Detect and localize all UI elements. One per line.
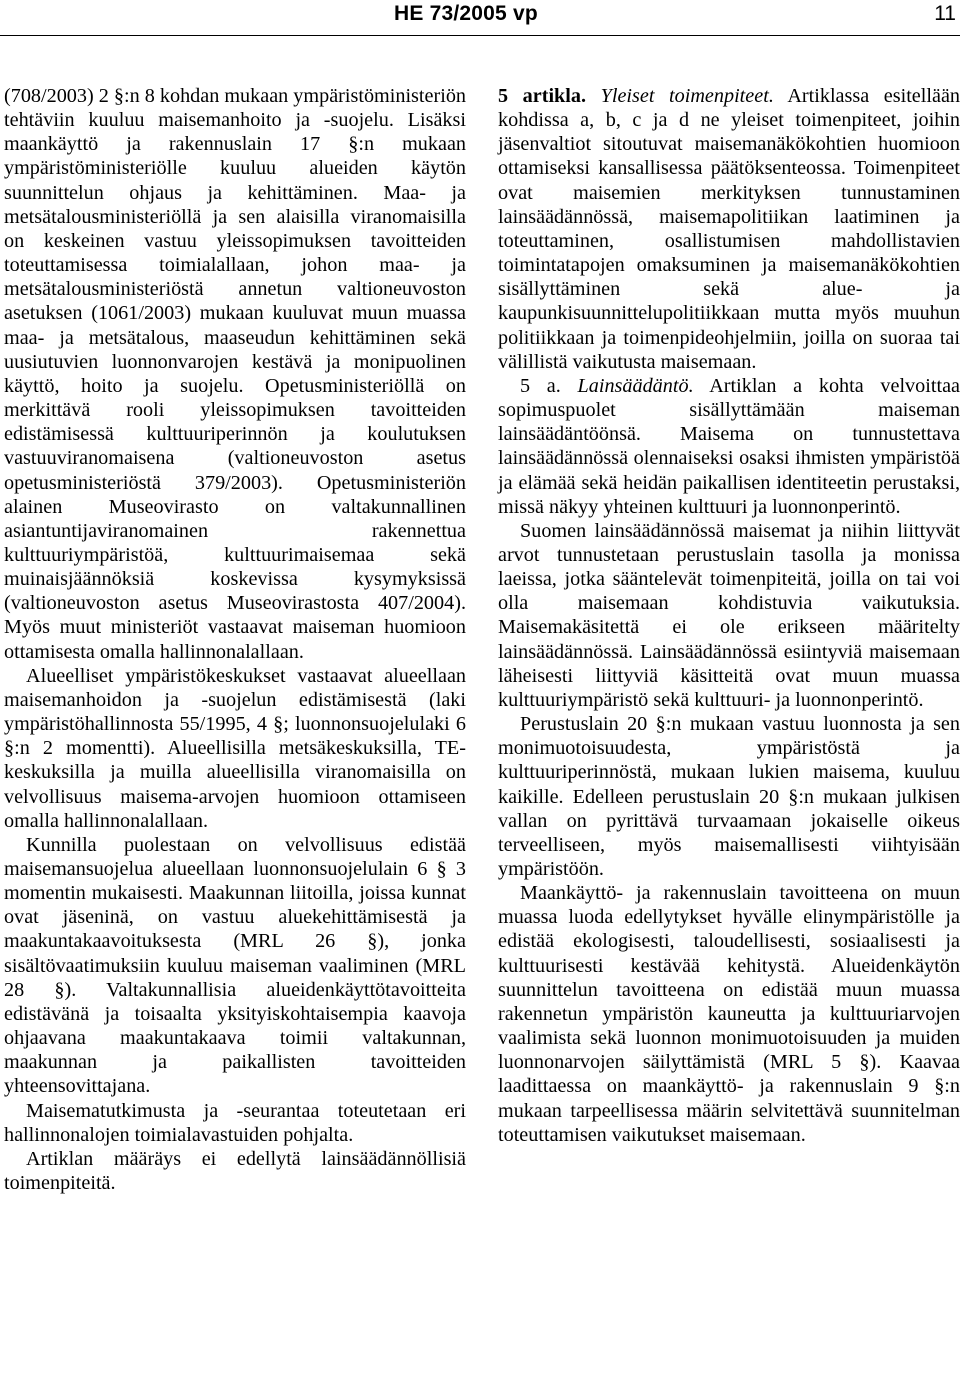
article-label: 5 artikla. — [498, 85, 587, 107]
paragraph: Maankäyttö- ja rakennuslain tavoitteena on muun muassa luoda edellytykset hyvälle elinympäristölle ja edistää ekologisesti, taloudellisesti, sosiaalisesti ja kulttuurisesti kestävää kehitystä. Alueidenkäytön suunnittelun tavoitteena on edistää muun muassa rakennetun ympäristön kauneutta ja kulttuuriarvojen vaalimista sekä luonnon monimuotoisuuden ja muiden luonnonarvojen säilyttämistä (MRL 5 §). Kaavaa laadittaessa on maankäyttö- ja rakennuslain 9 §:n mukaan tarpeellisessa määrin selvitettävä suunnitelman toteuttamisen vaikutukset maisemaan. — [498, 882, 960, 1146]
paragraph: Alueelliset ympäristökeskukset vastaavat alueellaan maisemanhoidon ja -suojelun edistämisestä (laki ympäristöhallinnosta 55/1995, 4 §; luonnonsuojelulaki 6 §:n 2 momentti). Alueellisilla metsäkeskuksilla, TE-keskuksilla ja muilla alueellisilla viranomaisilla on velvollisuus maisema-arvojen huomioon ottamiseen omalla hallinnonalallaan. — [4, 664, 466, 832]
document-id: HE 73/2005 vp — [394, 2, 538, 25]
right-column — [498, 84, 960, 1147]
page-header — [0, 0, 960, 42]
header-rule — [0, 35, 960, 36]
article-5-section — [498, 84, 960, 374]
subsection-label: 5 a. — [520, 374, 561, 397]
paragraph: Perustuslain 20 §:n mukaan vastuu luonnosta ja sen monimuotoisuudesta, ympäristöstä ja kulttuuriperinnöstä, mukaan lukien maisema, kuuluu kaikille. Edelleen perustuslain 20 §:n mukaan julkisen vallan on pyrittävä turvaamaan jokaiselle oikeus terveelliseen, myös maisemallisesti viihtyisään ympäristöön. — [498, 713, 960, 880]
paragraph: Kunnilla puolestaan on velvollisuus edistää maisemansuojelua alueellaan luonnonsuojelulain 6 § 3 momentin mukaisesti. Maakunnan liitoilla, joissa kunnat ovat jäseninä, on vastuu aluekehittämisestä ja maakuntakaavoituksesta (MRL 26 §), jonka sisältövaatimuksiin kuuluu maiseman vaaliminen (MRL 28 §). Valtakunnallisia alueidenkäyttötavoitteita edistävänä ja toisaalta yksityiskohtaisempia kaavoja ohjaavana maakuntakaava toimii valtakunnan, maakunnan ja paikallisten tavoitteiden yhteensovittajana. — [4, 833, 466, 1098]
paragraph: Artiklan määräys ei edellytä lainsäädännöllisiä toimenpiteitä. — [4, 1147, 466, 1195]
article-5a-section — [498, 374, 960, 519]
subsection-title: Lainsäädäntö. — [577, 374, 694, 397]
paragraph: Maisematutkimusta ja -seurantaa toteutetaan eri hallinnonalojen toimialavastuiden pohjalta. — [4, 1099, 466, 1146]
subsection-text: Artiklan a kohta velvoittaa sopimuspuolet sisällyttämään maiseman lainsäädäntöönsä. Maisema on tunnustettava lainsäädännössä olennaiseksi osaksi ihmisten ympäristöä ja elämää sekä heidän paikallisen identiteetin perustaksi, missä näkyy yhteinen kulttuuri ja luonnonperintö. — [498, 374, 960, 518]
article-title: Yleiset toimenpiteet. — [600, 85, 774, 107]
paragraph: Suomen lainsäädännössä maisemat ja niihin liittyvät arvot tunnustetaan perustuslain tasolla ja monissa laeissa, jotka sääntelevät toimenpiteitä, joilla on tai voi olla maisemaan kohdistuvia vaikutuksia. Maisemakäsitettä ei ole erikseen määritelty lainsäädännössä. Lainsäädännössä esiintyviä maisemaan läheisesti liittyviä käsitteitä ovat muun muassa kulttuuriympäristö sekä kulttuuri- ja luonnonperintö. — [498, 519, 960, 711]
page-number: 11 — [934, 2, 956, 25]
left-column — [4, 84, 466, 1195]
paragraph: (708/2003) 2 §:n 8 kohdan mukaan ympäristöministeriön tehtäviin kuuluu maisemanhoito ja -suojelu. Lisäksi maankäyttö ja rakennuslain 17 §:n mukaan ympäristöministeriölle kuuluu alueiden käytön suunnittelun ohjaus ja kehittäminen. Maa- ja metsätalousministeriöllä ja sen alaisilla viranomaisilla on keskeinen vastuu yleissopimuksen tavoitteiden toteuttamisessa toimialallaan, johon maa- ja metsätalousministeriöstä annetun valtioneuvoston asetuksen (1061/2003) mukaan kuuluvat muun muassa maa- ja metsätalous, maaseudun kehittäminen sekä uusiutuvien luonnonvarojen kestävä ja monipuolinen käyttö, hoito ja suojelu. Opetusministeriöllä on merkittävä rooli yleissopimuksen tavoitteiden edistämisessä kulttuuriperinnön ja koulutuksen vastuuviranomaisena (valtioneuvoston asetus opetusministeriöstä 379/2003). Opetusministeriön alainen Museovirasto on valtakunnallinen asiantuntijaviranomainen rakennettua kulttuuriympäristöä, kulttuurimaisemaa sekä muinaisjäännöksiä koskevissa kysymyksissä (valtioneuvoston asetus Museovirastosta 407/2004). Myös muut ministeriöt vastaavat maiseman huomioon ottamisesta omalla hallinnonalallaan. — [4, 85, 467, 663]
article-text: Artiklassa esitellään kohdissa a, b, c ja d ne yleiset toimenpiteet, joihin jäsenvaltiot sitoutuvat maisemanäkökohtien huomioon ottamiseksi kansallisessa päätöksenteossa. Toimenpiteet ovat maisemien merkityksen tunnustaminen lainsäädännössä, maisemapolitiikan laatiminen ja toteuttaminen, osallistumisen mahdollistavien toimintatapojen omaksuminen ja maisemanäkökohtien sisällyttäminen sekä alue- ja kaupunkisuunnittelupolitiikkaan mutta myös muuhun politiikkaan ja toimenpideohjelmiin, joilla on suoraa tai välillistä vaikutusta maisemaan. — [498, 85, 960, 373]
